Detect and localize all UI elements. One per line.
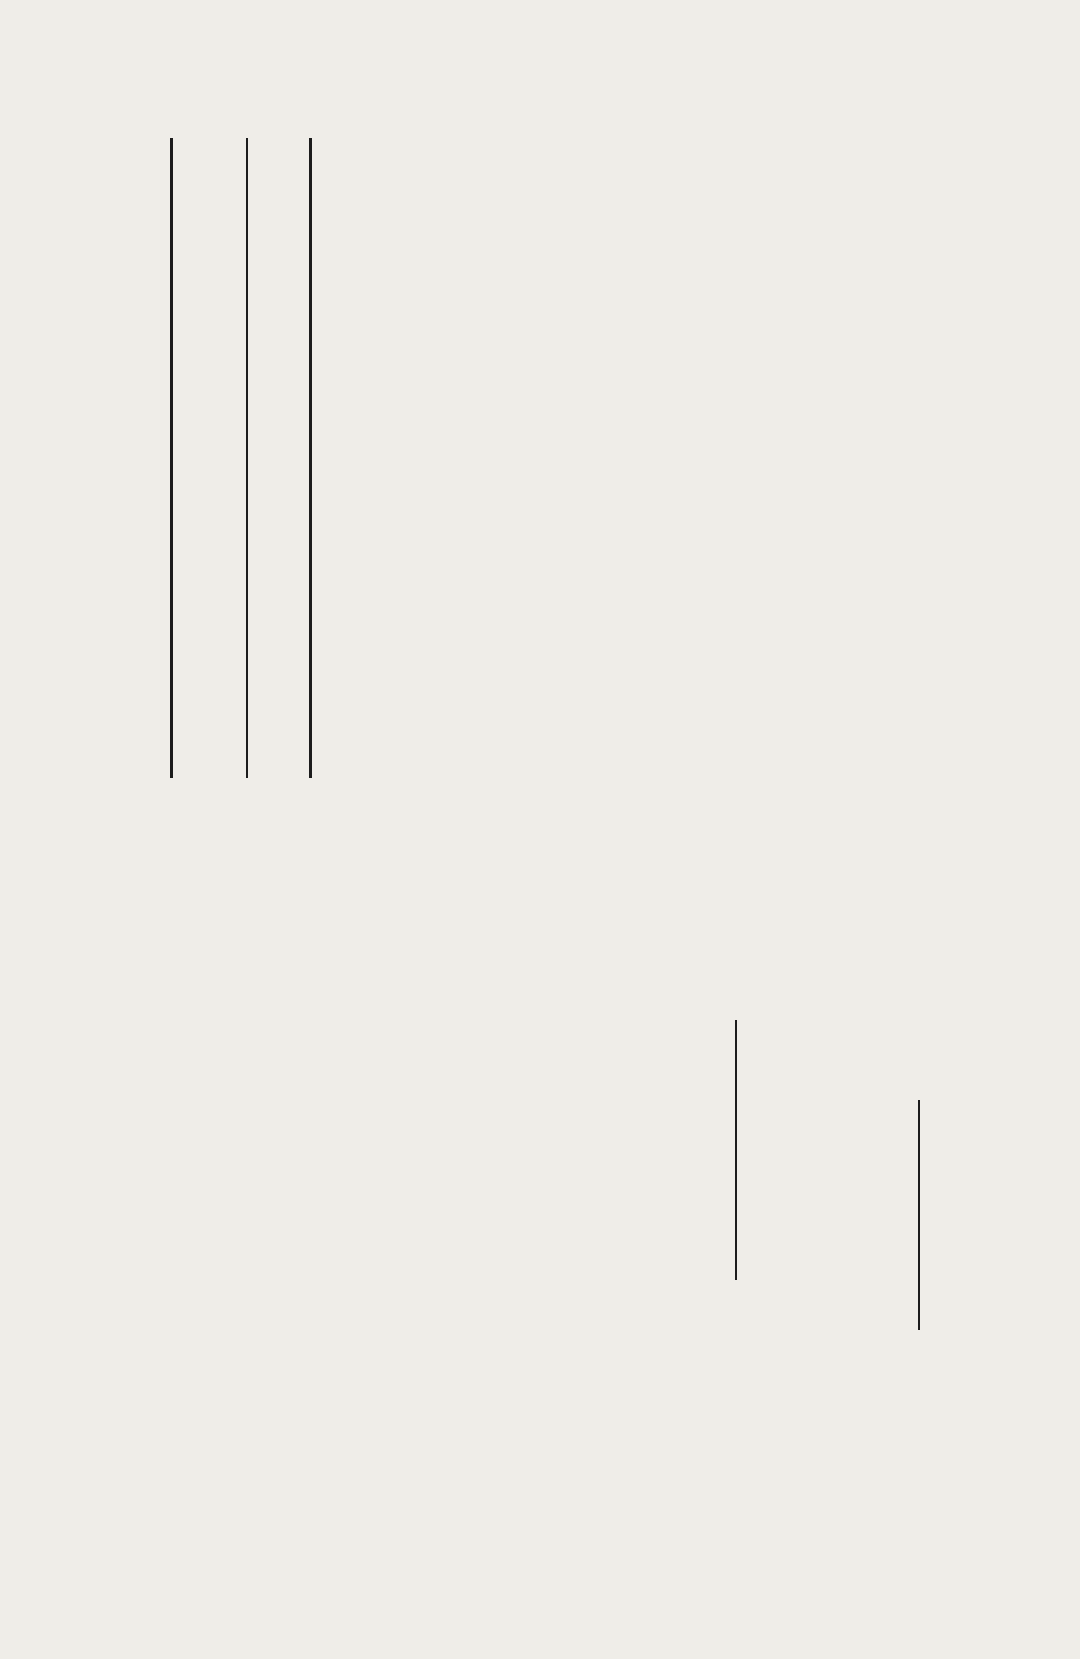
rule-place-year bbox=[918, 1100, 920, 1330]
rule-id-title bbox=[309, 138, 312, 778]
rule-left bbox=[170, 138, 173, 778]
rule-num-id bbox=[246, 138, 248, 778]
rule-title-place bbox=[735, 1020, 737, 1280]
